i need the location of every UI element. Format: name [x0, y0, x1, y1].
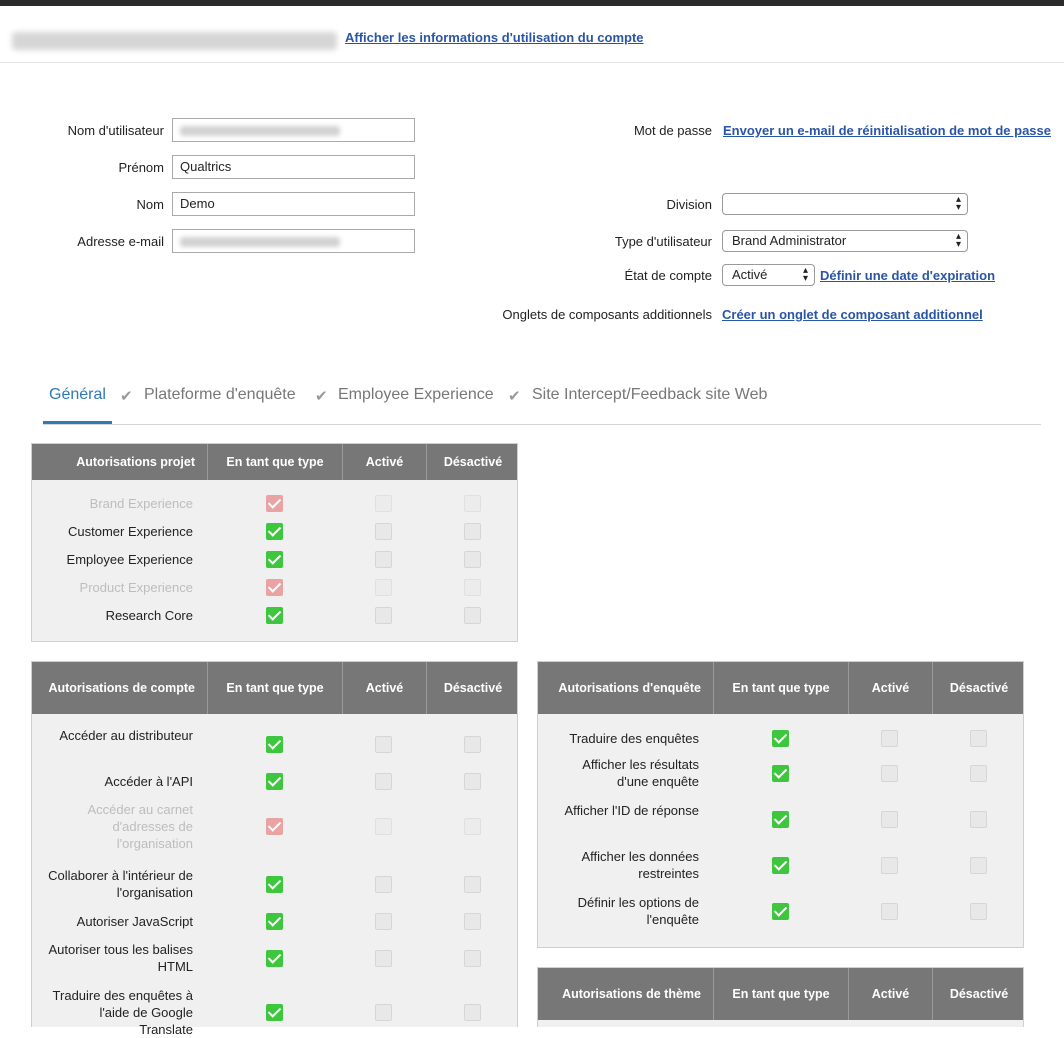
select-arrows-icon: ▴ ▾: [955, 194, 961, 213]
checked-checkbox-icon[interactable]: [266, 551, 283, 568]
usertype-value: Brand Administrator: [732, 233, 847, 248]
firstname-label: Prénom: [118, 160, 164, 175]
password-label: Mot de passe: [633, 123, 712, 138]
checked-checkbox-icon[interactable]: [266, 913, 283, 930]
checked-checkbox-icon[interactable]: [266, 950, 283, 967]
tab-check-icon: ✔: [508, 388, 521, 405]
column-header-title: Autorisations d'enquête: [538, 662, 714, 714]
column-header-as-type: En tant que type: [714, 662, 849, 714]
locked-checkbox-icon: [266, 818, 283, 835]
disabled-checkbox[interactable]: [464, 950, 481, 967]
enabled-checkbox[interactable]: [375, 551, 392, 568]
column-header-enabled: Activé: [343, 444, 427, 480]
username-label: Nom d'utilisateur: [67, 123, 164, 138]
tab-check-icon: ✔: [120, 388, 133, 405]
email-field[interactable]: [172, 229, 415, 253]
disabled-checkbox[interactable]: [464, 551, 481, 568]
permission-label: Traduire des enquêtes: [569, 731, 699, 746]
disabled-checkbox[interactable]: [464, 773, 481, 790]
email-label: Adresse e-mail: [77, 234, 164, 249]
tab-survey-platform[interactable]: Plateforme d'enquête: [144, 386, 296, 403]
permission-label: Accéder à l'API: [104, 774, 193, 789]
disabled-checkbox: [464, 818, 481, 835]
permission-label: Autoriser tous les balises HTML: [48, 942, 193, 974]
permission-label: Customer Experience: [68, 524, 193, 539]
permission-label: Brand Experience: [89, 496, 193, 511]
enabled-checkbox[interactable]: [881, 730, 898, 747]
usertype-label: Type d'utilisateur: [614, 234, 712, 249]
disabled-checkbox[interactable]: [464, 1004, 481, 1021]
account-email-blurred: [12, 32, 337, 50]
usertype-select[interactable]: [722, 230, 968, 252]
email-value-blurred: [180, 237, 340, 247]
account-header: [0, 6, 1064, 63]
enabled-checkbox[interactable]: [375, 876, 392, 893]
column-header-title: Autorisations projet: [32, 444, 208, 480]
permission-label: Afficher les résultats d'une enquête: [582, 757, 699, 789]
table-header: [32, 444, 517, 480]
disabled-checkbox: [464, 495, 481, 512]
column-header-as-type: En tant que type: [714, 968, 849, 1020]
select-arrows-icon: ▴ ▾: [955, 231, 961, 250]
status-label: État de compte: [624, 268, 712, 283]
disabled-checkbox: [464, 579, 481, 596]
enabled-checkbox[interactable]: [375, 1004, 392, 1021]
password-reset-link[interactable]: Envoyer un e-mail de réinitialisation de mot de passe: [723, 123, 1051, 138]
status-value: Activé: [732, 267, 768, 282]
column-header-disabled: Désactivé: [443, 680, 503, 695]
disabled-checkbox[interactable]: [970, 730, 987, 747]
table-header: [32, 662, 517, 714]
enabled-checkbox[interactable]: [375, 913, 392, 930]
column-header-enabled: Activé: [343, 662, 427, 714]
table-header: [538, 662, 1023, 714]
tab-site-intercept[interactable]: Site Intercept/Feedback site Web: [532, 386, 768, 403]
locked-checkbox-icon: [266, 495, 283, 512]
permission-label: Accéder au distributeur: [59, 728, 193, 743]
enabled-checkbox: [375, 495, 392, 512]
permission-label: Accéder au carnet d'adresses de l'organisation: [87, 802, 193, 851]
enabled-checkbox[interactable]: [881, 903, 898, 920]
permission-label: Autoriser JavaScript: [76, 914, 193, 929]
account-permissions-panel: [31, 661, 518, 1037]
column-header-disabled: Désactivé: [949, 680, 1009, 695]
checked-checkbox-icon[interactable]: [266, 876, 283, 893]
enabled-checkbox[interactable]: [375, 523, 392, 540]
enabled-checkbox[interactable]: [375, 773, 392, 790]
column-header-as-type: En tant que type: [208, 444, 343, 480]
username-value-blurred: [180, 126, 340, 136]
enabled-checkbox[interactable]: [375, 607, 392, 624]
disabled-checkbox[interactable]: [464, 736, 481, 753]
enabled-checkbox: [375, 818, 392, 835]
permission-label: Traduire des enquêtes à l'aide de Google Translate: [52, 988, 193, 1037]
division-label: Division: [666, 197, 712, 212]
locked-checkbox-icon: [266, 579, 283, 596]
checked-checkbox-icon[interactable]: [772, 730, 789, 747]
checked-checkbox-icon[interactable]: [772, 857, 789, 874]
permission-tabs: [43, 386, 1041, 425]
column-header-title: Autorisations de compte: [32, 662, 208, 714]
disabled-checkbox[interactable]: [970, 903, 987, 920]
additional-tabs-label: Onglets de composants additionnels: [502, 307, 712, 322]
enabled-checkbox[interactable]: [881, 765, 898, 782]
checked-checkbox-icon[interactable]: [266, 523, 283, 540]
column-header-enabled: Activé: [849, 662, 933, 714]
account-usage-link[interactable]: Afficher les informations d'utilisation du compte: [345, 30, 644, 45]
project-permissions-panel: [31, 443, 518, 642]
theme-permissions-panel: [537, 967, 1024, 1027]
column-header-title: Autorisations de thème: [538, 968, 714, 1020]
permission-label: Collaborer à l'intérieur de l'organisation: [48, 868, 193, 900]
enabled-checkbox[interactable]: [881, 857, 898, 874]
firstname-field[interactable]: Qualtrics: [172, 155, 415, 179]
tab-general[interactable]: Général: [49, 386, 106, 403]
checked-checkbox-icon[interactable]: [266, 1004, 283, 1021]
disabled-checkbox[interactable]: [970, 811, 987, 828]
username-field[interactable]: [172, 118, 415, 142]
column-header-disabled: Désactivé: [443, 454, 503, 469]
enabled-checkbox[interactable]: [881, 811, 898, 828]
enabled-checkbox[interactable]: [375, 950, 392, 967]
permission-label: Employee Experience: [66, 552, 193, 567]
disabled-checkbox[interactable]: [970, 857, 987, 874]
lastname-label: Nom: [136, 197, 164, 212]
checked-checkbox-icon[interactable]: [266, 773, 283, 790]
division-select[interactable]: [722, 193, 968, 215]
disabled-checkbox[interactable]: [464, 876, 481, 893]
column-header-as-type: En tant que type: [208, 662, 343, 714]
permission-label: Afficher l'ID de réponse: [564, 803, 699, 818]
column-header-disabled: Désactivé: [949, 986, 1009, 1001]
disabled-checkbox[interactable]: [464, 523, 481, 540]
tab-check-icon: ✔: [315, 388, 328, 405]
expiration-link[interactable]: Définir une date d'expiration: [820, 268, 996, 283]
permission-label: Product Experience: [79, 580, 193, 595]
survey-permissions-panel: [537, 661, 1024, 948]
disabled-checkbox[interactable]: [464, 607, 481, 624]
permission-label: Définir les options de l'enquête: [577, 895, 699, 927]
checked-checkbox-icon[interactable]: [772, 811, 789, 828]
permission-label: Afficher les données restreintes: [581, 849, 699, 881]
disabled-checkbox[interactable]: [970, 765, 987, 782]
column-header-enabled: Activé: [849, 968, 933, 1020]
checked-checkbox-icon[interactable]: [772, 903, 789, 920]
status-select[interactable]: [722, 264, 815, 286]
table-header: [538, 968, 1023, 1020]
checked-checkbox-icon[interactable]: [266, 607, 283, 624]
tab-employee-experience[interactable]: Employee Experience: [338, 386, 494, 403]
disabled-checkbox[interactable]: [464, 913, 481, 930]
create-tab-link[interactable]: Créer un onglet de composant additionnel: [722, 307, 983, 322]
enabled-checkbox: [375, 579, 392, 596]
checked-checkbox-icon[interactable]: [772, 765, 789, 782]
checked-checkbox-icon[interactable]: [266, 736, 283, 753]
lastname-field[interactable]: Demo: [172, 192, 415, 216]
enabled-checkbox[interactable]: [375, 736, 392, 753]
permission-label: Research Core: [105, 608, 193, 623]
select-arrows-icon: ▴ ▾: [802, 265, 808, 284]
